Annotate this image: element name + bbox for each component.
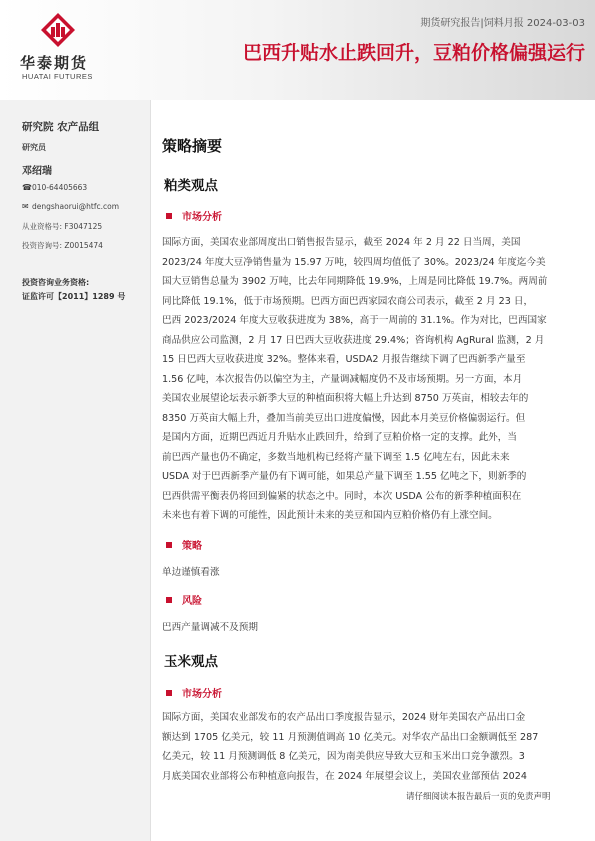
- author-role: 研究员: [22, 143, 46, 152]
- logo-text-en: HUATAI FUTURES: [22, 72, 93, 81]
- square-bullet-icon: [166, 597, 172, 603]
- paragraph-line: USDA 对于巴西新季产量仍有下调可能，如果总产量下调至 1.55 亿吨之下，则新季的: [162, 471, 527, 482]
- paragraph-line: 2023/24 年度大豆净销售量为 15.97 万吨，较四周均值低了 30%。2023/24 年度迄今美: [162, 256, 546, 268]
- paragraph-line: 巴西 2023/2024 年度大豆收获进度为 38%，高于一周前的 31.1%。作为对比，巴西国家: [162, 315, 547, 326]
- meal-market-analysis: [162, 233, 560, 526]
- paragraph-line: 前巴西产量也仍不确定，多数当地机构已经将产量下调至 1.5 亿吨左右，因此未来: [162, 451, 510, 463]
- meal-section-heading: 粕类观点: [164, 178, 218, 194]
- corn-market-label: 市场分析: [182, 689, 222, 700]
- logo-text-cn: 华泰期货: [20, 54, 89, 72]
- paragraph-line: 1.56 亿吨，本次报告仍以偏空为主，产量调减幅度仍不及市场预期。另一方面，本月: [162, 373, 523, 385]
- paragraph-line: 美国农业展望论坛表示新季大豆的种植面积将大幅上升达到 8750 万英亩，相较去年的: [162, 393, 529, 404]
- phone-icon: ☎: [22, 183, 32, 192]
- paragraph-line: 国际方面，美国农业部周度出口销售报告显示，截至 2024 年 2 月 22 日当周，美国: [162, 237, 521, 248]
- meal-risk-label: 风险: [182, 596, 202, 607]
- paragraph-line: 巴西供需平衡表仍将回到偏紧的状态之中。同时，本次 USDA 公布的新季种植面积在: [162, 490, 522, 502]
- report-type-date: 期货研究报告|饲料月报 2024-03-03: [420, 18, 585, 29]
- paragraph-line: 是国内方面，近期巴西近月升贴水止跌回升，给到了豆粕价格一定的支撑。此外，当: [162, 432, 517, 443]
- corn-section-heading: 玉米观点: [164, 654, 218, 670]
- summary-heading: 策略摘要: [162, 137, 223, 155]
- paragraph-line: 亿美元，较 11 月预测调低 8 亿美元，因为南美供应导致大豆和玉米出口竞争激烈。3: [162, 751, 525, 762]
- meal-strategy-text: 单边谨慎看涨: [162, 567, 220, 578]
- department: 研究院 农产品组: [22, 121, 100, 133]
- meal-risk-text: 巴西产量调减不及预期: [162, 622, 258, 633]
- company-logo: [18, 12, 98, 84]
- consult-number: 投资咨询号: Z0015474: [22, 241, 103, 250]
- cert-label: 投资咨询业务资格:: [22, 278, 90, 287]
- meal-risk-heading: [166, 592, 202, 607]
- qualification-number: 从业资格号: F3047125: [22, 222, 103, 231]
- paragraph-line: 同比降低 19.1%，低于市场预期。巴西方面巴西家园农商公司表示，截至 2 月 23 日，: [162, 295, 534, 307]
- corn-market-analysis: [162, 708, 560, 786]
- paragraph-line: 15 日巴西大豆收获进度 32%。整体来看，USDA2 月报告继续下调了巴西新季产量至: [162, 354, 526, 365]
- corn-market-heading: [166, 685, 222, 700]
- paragraph-line: 月底美国农业部将公布种植意向报告，在 2024 年展望会议上，美国农业部预估 2024: [162, 770, 527, 782]
- paragraph-line: 国大豆销售总量为 3902 万吨，比去年同期降低 19.9%，上周是同比降低 19.7%。两周前: [162, 276, 548, 287]
- meal-market-label: 市场分析: [182, 212, 222, 223]
- meal-strategy-label: 策略: [182, 541, 202, 552]
- email-line[interactable]: [22, 202, 119, 211]
- square-bullet-icon: [166, 213, 172, 219]
- square-bullet-icon: [166, 542, 172, 548]
- phone-line: [22, 183, 87, 192]
- meal-strategy-heading: [166, 537, 202, 552]
- square-bullet-icon: [166, 690, 172, 696]
- paragraph-line: 商品供应公司监测，2 月 17 日巴西大豆收获进度 29.4%；咨询机构 AgRural 监测，2 月: [162, 334, 545, 346]
- disclaimer-note: 请仔细阅读本报告最后一页的免责声明: [406, 792, 551, 802]
- meal-market-heading: [166, 208, 222, 223]
- report-title: 巴西升贴水止跌回升，豆粕价格偏强运行: [242, 42, 585, 64]
- paragraph-line: 国际方面，美国农业部发布的农产品出口季度报告显示，2024 财年美国农产品出口金: [162, 712, 526, 723]
- huatai-logo-icon: [40, 12, 76, 48]
- paragraph-line: 8350 万英亩大幅上升，叠加当前美豆出口进度偏慢，因此本月美豆价格偏弱运行。但: [162, 412, 526, 424]
- cert-value: 证监许可【2011】1289 号: [22, 292, 126, 301]
- report-header: [0, 0, 595, 100]
- author-name: 邓绍瑞: [22, 166, 52, 177]
- paragraph-line: 未来也有着下调的可能性，因此预计未来的美豆和国内豆粕价格仍有上涨空间。: [162, 510, 498, 521]
- email-address[interactable]: dengshaorui@htfc.com: [32, 202, 120, 211]
- email-icon: ✉: [22, 202, 29, 211]
- author-sidebar: [0, 100, 151, 841]
- phone-number: 010-64405663: [32, 183, 88, 192]
- paragraph-line: 额达到 1705 亿美元，较 11 月预测值调高 10 亿美元。对华农产品出口金额调低至 287: [162, 731, 539, 743]
